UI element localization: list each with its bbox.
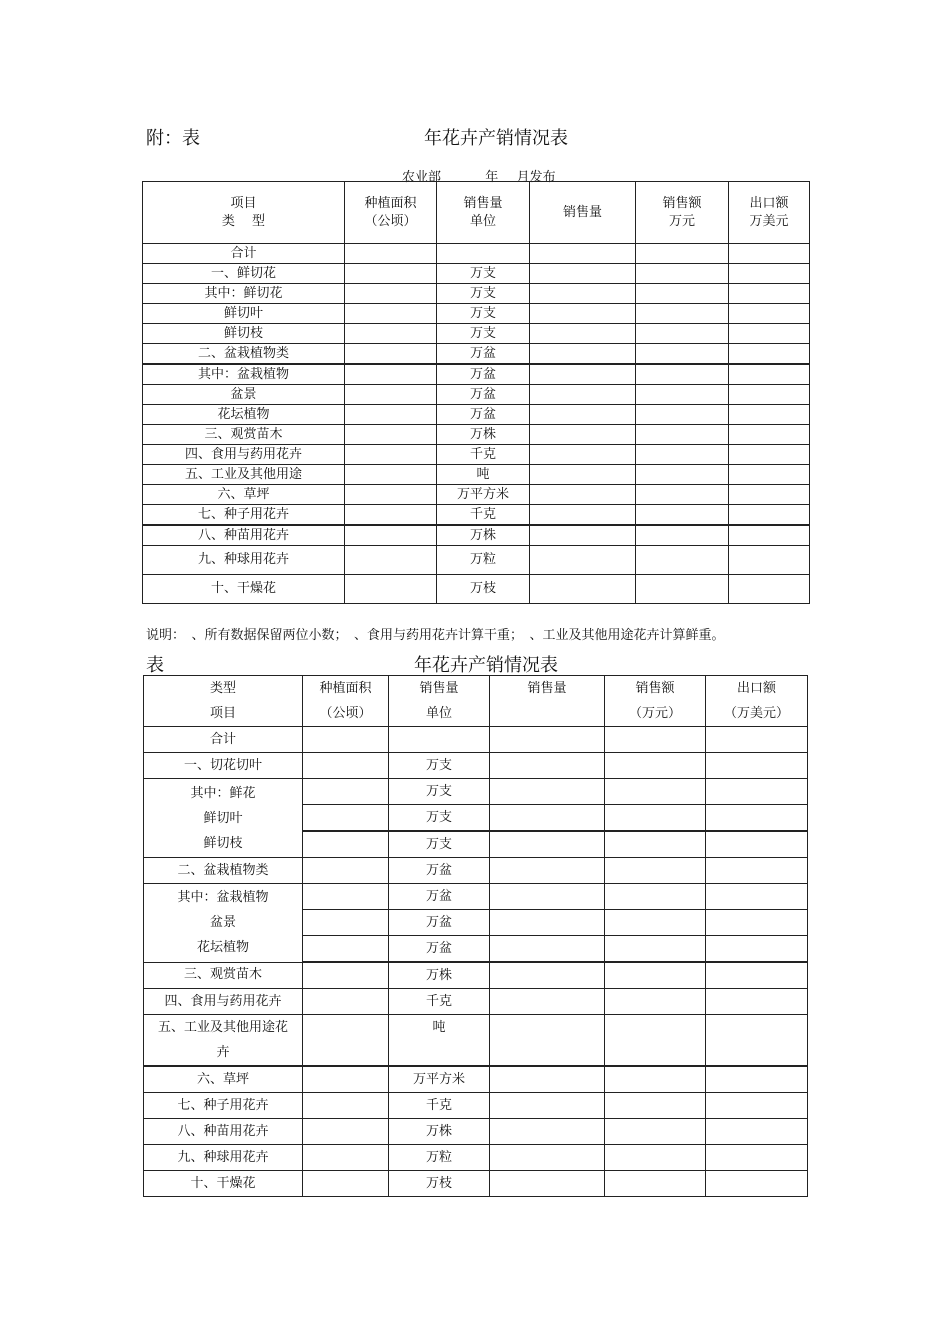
empty-cell (706, 884, 808, 910)
empty-cell (345, 465, 437, 485)
cell-text-line: 五、工业及其他用途花 (157, 1020, 288, 1035)
empty-cell (530, 425, 636, 445)
empty-cell (345, 405, 437, 425)
empty-cell (345, 385, 437, 405)
table-cell: 万枝 (437, 575, 530, 604)
empty-cell (345, 525, 437, 546)
empty-cell (303, 910, 389, 936)
empty-cell (706, 1171, 808, 1197)
potted-plant-group (144, 884, 303, 963)
cut-flower-group (144, 779, 303, 858)
empty-cell (303, 989, 389, 1015)
table-row (143, 465, 810, 485)
empty-cell (530, 244, 636, 264)
empty-cell (729, 284, 810, 304)
empty-cell (303, 858, 389, 884)
header-export (706, 676, 808, 727)
empty-cell (636, 525, 729, 546)
empty-cell (490, 753, 605, 779)
table-row (144, 1093, 808, 1119)
table-row (144, 1119, 808, 1145)
empty-cell (303, 753, 389, 779)
empty-cell (605, 1171, 706, 1197)
empty-cell (530, 465, 636, 485)
cell-text-line: 其中：鲜花 (190, 785, 256, 801)
cell-text-line: 出口额 (749, 195, 789, 211)
header-item (143, 182, 345, 244)
empty-cell (490, 936, 605, 963)
table1-prefix: 附：表 (146, 128, 200, 149)
empty-cell (530, 304, 636, 324)
empty-cell (490, 1145, 605, 1171)
cell-text-line: 销售额 (662, 195, 702, 211)
empty-cell (345, 284, 437, 304)
table-cell: 一、鲜切花 (143, 264, 345, 284)
table-row (144, 779, 808, 805)
cell-text-line: 类 型 (221, 213, 266, 229)
cell-text-line: （公顷） (319, 706, 372, 721)
empty-cell (706, 936, 808, 963)
empty-cell (636, 575, 729, 604)
table-cell: 盆景 (143, 385, 345, 405)
table-cell: 万支 (437, 304, 530, 324)
empty-cell (490, 1171, 605, 1197)
table-row (143, 575, 810, 604)
empty-cell (605, 727, 706, 753)
empty-cell (345, 445, 437, 465)
header-volume (490, 676, 605, 727)
empty-cell (490, 858, 605, 884)
table-cell: 其中：鲜切花 (143, 284, 345, 304)
publisher: 农业部 (402, 170, 442, 185)
empty-cell (345, 485, 437, 505)
table-row (143, 284, 810, 304)
empty-cell (530, 546, 636, 575)
empty-cell (636, 264, 729, 284)
table-cell: 四、食用与药用花卉 (144, 989, 303, 1015)
empty-cell (605, 779, 706, 805)
empty-cell (303, 1093, 389, 1119)
header-sales (605, 676, 706, 727)
table-cell: 合计 (143, 244, 345, 264)
empty-cell (605, 1015, 706, 1067)
cell-text-line: 项目 (230, 195, 257, 211)
table-cell: 吨 (437, 465, 530, 485)
empty-cell (605, 753, 706, 779)
empty-cell (706, 1145, 808, 1171)
table-row (143, 264, 810, 284)
empty-cell (303, 1066, 389, 1093)
empty-cell (636, 284, 729, 304)
cell-text-line: 鲜切枝 (203, 835, 243, 851)
empty-cell (490, 910, 605, 936)
cell-text-line: 卉 (216, 1045, 230, 1060)
empty-cell (636, 445, 729, 465)
table-cell: 万平方米 (389, 1066, 490, 1093)
table-cell: 万株 (389, 1119, 490, 1145)
cell-text-line: 销售额 (635, 681, 675, 696)
header-unit (389, 676, 490, 727)
empty-cell (605, 1093, 706, 1119)
table-cell: 五、工业及其他用途 (143, 465, 345, 485)
empty-cell (345, 546, 437, 575)
empty-cell (706, 1119, 808, 1145)
table-cell: 万支 (437, 264, 530, 284)
table-cell: 三、观赏苗木 (144, 962, 303, 989)
empty-cell (636, 324, 729, 344)
table-cell: 万支 (389, 753, 490, 779)
table1-title: 年花卉产销情况表 (424, 128, 568, 149)
cell-text-line: 类型 (209, 681, 236, 696)
table-cell: 九、种球用花卉 (144, 1145, 303, 1171)
empty-cell (490, 727, 605, 753)
cell-text-line: 种植面积 (364, 195, 417, 211)
empty-cell (605, 936, 706, 963)
table-row (143, 244, 810, 264)
empty-cell (636, 425, 729, 445)
empty-cell (303, 1015, 389, 1067)
empty-cell (729, 405, 810, 425)
table-row (143, 425, 810, 445)
cell-text-line: 销售量 (419, 681, 459, 696)
table1-header-row (143, 182, 810, 244)
table-cell: 千克 (389, 989, 490, 1015)
empty-cell (345, 264, 437, 284)
empty-cell (706, 727, 808, 753)
empty-cell (729, 304, 810, 324)
cell-text-line: 万元 (668, 213, 695, 229)
empty-cell (490, 1119, 605, 1145)
empty-cell (490, 884, 605, 910)
cell-text-line: 出口额 (736, 681, 776, 696)
table-cell: 千克 (437, 505, 530, 526)
empty-cell (729, 505, 810, 526)
empty-cell (706, 831, 808, 858)
empty-cell (530, 445, 636, 465)
table-row (143, 546, 810, 575)
table-cell: 二、盆栽植物类 (144, 858, 303, 884)
table-row (143, 525, 810, 546)
empty-cell (605, 962, 706, 989)
empty-cell (706, 1066, 808, 1093)
table-cell: 三、观赏苗木 (143, 425, 345, 445)
table-cell: 万盆 (389, 858, 490, 884)
table-cell: 十、干燥花 (144, 1171, 303, 1197)
cell-text-line: （万美元） (723, 706, 789, 721)
empty-cell (729, 465, 810, 485)
empty-cell (636, 505, 729, 526)
table-row (143, 405, 810, 425)
table-cell: 八、种苗用花卉 (144, 1119, 303, 1145)
empty-cell (345, 304, 437, 324)
empty-cell (605, 1119, 706, 1145)
empty-cell (345, 244, 437, 264)
table-row (143, 505, 810, 526)
cell-text-line: 单位 (469, 213, 496, 229)
empty-cell (345, 505, 437, 526)
empty-cell (490, 989, 605, 1015)
empty-cell (303, 884, 389, 910)
cell-text-line: 销售量 (527, 681, 567, 696)
cell-text-line: 鲜切叶 (203, 810, 243, 826)
empty-cell (490, 962, 605, 989)
table2-header-row (144, 676, 808, 727)
cell-text-line: 万美元 (749, 213, 789, 229)
table2-prefix: 表 (146, 655, 164, 676)
table-cell: 万盆 (389, 910, 490, 936)
empty-cell (729, 264, 810, 284)
empty-cell (490, 831, 605, 858)
table-row (143, 364, 810, 385)
table-cell: 万枝 (389, 1171, 490, 1197)
cell-text-line: 项目 (209, 706, 236, 721)
empty-cell (490, 1066, 605, 1093)
empty-cell (605, 910, 706, 936)
table-row (143, 324, 810, 344)
empty-cell (303, 962, 389, 989)
table-row (144, 858, 808, 884)
empty-cell (303, 1171, 389, 1197)
cell-text-line: （公顷） (364, 213, 417, 229)
empty-cell (490, 1093, 605, 1119)
empty-cell (605, 884, 706, 910)
empty-cell (706, 1015, 808, 1067)
empty-cell (636, 465, 729, 485)
table-cell: 鲜切枝 (143, 324, 345, 344)
table-cell: 万支 (389, 805, 490, 832)
empty-cell (303, 936, 389, 963)
table-cell: 二、盆栽植物类 (143, 344, 345, 365)
cell-text-line: 单位 (425, 706, 452, 721)
empty-cell (636, 304, 729, 324)
table-cell: 一、切花切叶 (144, 753, 303, 779)
empty-cell (706, 805, 808, 832)
empty-cell (729, 364, 810, 385)
empty-cell (636, 485, 729, 505)
table-cell: 万株 (437, 425, 530, 445)
empty-cell (530, 525, 636, 546)
table-row (144, 753, 808, 779)
table-row (143, 304, 810, 324)
empty-cell (530, 385, 636, 405)
empty-cell (729, 445, 810, 465)
table-cell: 千克 (437, 445, 530, 465)
empty-cell (605, 831, 706, 858)
empty-cell (530, 264, 636, 284)
empty-cell (636, 546, 729, 575)
table-row (144, 727, 808, 753)
empty-cell (706, 1093, 808, 1119)
table-cell: 万支 (437, 284, 530, 304)
flower-table-1 (142, 181, 810, 604)
table-row (144, 1066, 808, 1093)
empty-cell (706, 989, 808, 1015)
table-cell: 七、种子用花卉 (144, 1093, 303, 1119)
empty-cell (605, 1145, 706, 1171)
table-cell: 万盆 (437, 385, 530, 405)
table-cell: 花坛植物 (143, 405, 345, 425)
empty-cell (729, 546, 810, 575)
table-row (144, 962, 808, 989)
empty-cell (345, 575, 437, 604)
header-export (729, 182, 810, 244)
industry-item (144, 1015, 303, 1067)
empty-cell (303, 831, 389, 858)
empty-cell (636, 385, 729, 405)
cell-text-line: 销售量 (463, 195, 503, 211)
empty-cell (530, 505, 636, 526)
table-cell: 万支 (389, 831, 490, 858)
empty-cell (345, 344, 437, 365)
table-cell: 四、食用与药用花卉 (143, 445, 345, 465)
empty-cell (530, 485, 636, 505)
table-row (144, 1015, 808, 1067)
empty-cell (729, 385, 810, 405)
table-row (143, 385, 810, 405)
table-cell: 万盆 (437, 344, 530, 365)
table-row (144, 1171, 808, 1197)
table-cell: 万盆 (437, 364, 530, 385)
empty-cell (605, 805, 706, 832)
empty-cell (706, 779, 808, 805)
empty-cell (530, 344, 636, 365)
header-area (303, 676, 389, 727)
table-row (144, 884, 808, 910)
empty-cell (303, 727, 389, 753)
empty-cell (490, 779, 605, 805)
table-cell: 六、草坪 (144, 1066, 303, 1093)
table-cell: 合计 (144, 727, 303, 753)
cell-text-line: 其中：盆栽植物 (177, 890, 269, 906)
table-cell: 万平方米 (437, 485, 530, 505)
empty-cell (437, 244, 530, 264)
empty-cell (729, 575, 810, 604)
empty-cell (729, 525, 810, 546)
table2-title: 年花卉产销情况表 (414, 655, 558, 676)
table-cell: 万粒 (437, 546, 530, 575)
empty-cell (530, 405, 636, 425)
empty-cell (490, 1015, 605, 1067)
empty-cell (530, 284, 636, 304)
table-cell: 十、干燥花 (143, 575, 345, 604)
empty-cell (636, 405, 729, 425)
empty-cell (636, 364, 729, 385)
table-cell: 鲜切叶 (143, 304, 345, 324)
empty-cell (605, 858, 706, 884)
header-area (345, 182, 437, 244)
empty-cell (303, 805, 389, 832)
empty-cell (706, 962, 808, 989)
table-note: 说明： 、所有数据保留两位小数； 、食用与药用花卉计算干重； 、工业及其他用途花卉计算鲜重。 (146, 628, 725, 643)
empty-cell (706, 910, 808, 936)
table-cell: 七、种子用花卉 (143, 505, 345, 526)
cell-text-line: 种植面积 (319, 681, 372, 696)
empty-cell (636, 244, 729, 264)
cell-text-line: 盆景 (209, 915, 236, 931)
empty-cell (303, 1145, 389, 1171)
empty-cell (530, 364, 636, 385)
table-row (143, 445, 810, 465)
table-cell: 万支 (389, 779, 490, 805)
empty-cell (530, 324, 636, 344)
empty-cell (706, 753, 808, 779)
header-type (144, 676, 303, 727)
empty-cell (729, 344, 810, 365)
empty-cell (303, 779, 389, 805)
table-cell: 吨 (389, 1015, 490, 1067)
table-cell: 万粒 (389, 1145, 490, 1171)
table-cell: 万盆 (389, 884, 490, 910)
table-cell: 千克 (389, 1093, 490, 1119)
table-cell: 八、种苗用花卉 (143, 525, 345, 546)
table-row (143, 344, 810, 365)
table-cell: 万株 (389, 962, 490, 989)
table-row (143, 485, 810, 505)
table-cell: 万盆 (389, 936, 490, 963)
empty-cell (345, 425, 437, 445)
table-row (144, 1145, 808, 1171)
empty-cell (729, 485, 810, 505)
header-sales (636, 182, 729, 244)
empty-cell (530, 575, 636, 604)
empty-cell (706, 858, 808, 884)
empty-cell (636, 344, 729, 365)
table-row (144, 989, 808, 1015)
empty-cell (605, 989, 706, 1015)
cell-text-line: （万元） (628, 706, 681, 721)
table-cell: 万株 (437, 525, 530, 546)
cell-text-line: 花坛植物 (196, 940, 249, 956)
publish-year: 年 (485, 170, 499, 185)
empty-cell (303, 1119, 389, 1145)
table-cell: 万支 (437, 324, 530, 344)
header-unit (437, 182, 530, 244)
table-cell: 九、种球用花卉 (143, 546, 345, 575)
empty-cell (490, 805, 605, 832)
empty-cell (345, 364, 437, 385)
flower-table-2 (143, 675, 808, 1197)
empty-cell (345, 324, 437, 344)
cell-text-line: 销售量 (562, 204, 602, 220)
header-volume (530, 182, 636, 244)
table-cell: 六、草坪 (143, 485, 345, 505)
empty-cell (729, 425, 810, 445)
empty-cell (729, 324, 810, 344)
empty-cell (605, 1066, 706, 1093)
table-cell: 其中：盆栽植物 (143, 364, 345, 385)
publish-month: 月发布 (516, 170, 556, 185)
empty-cell (389, 727, 490, 753)
table-cell: 万盆 (437, 405, 530, 425)
empty-cell (729, 244, 810, 264)
